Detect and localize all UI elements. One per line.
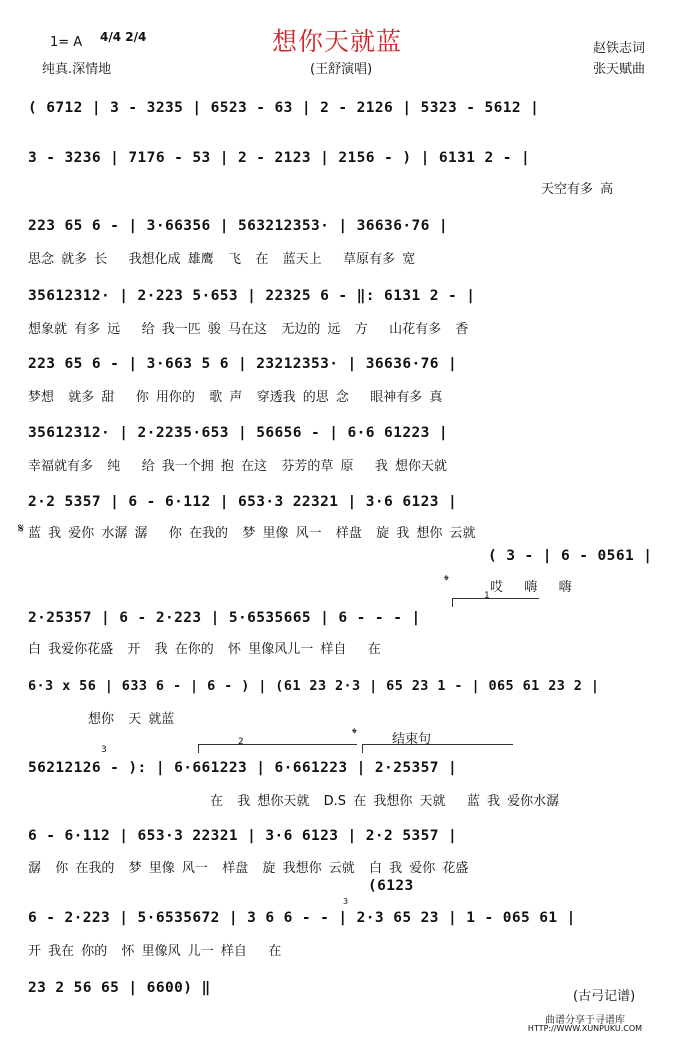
notation-system: 2·2 5357 | 6 - 6·112 | 653·3 22321 | 3·6 6123 | — [28, 494, 458, 510]
lyricist: 赵铁志词 — [593, 41, 646, 56]
notation-system: 6·3 x 56 | 633 6 - | 6 - ) | (61 23 2·3 | 65 23 1 - | 065 61 23 2 | — [28, 678, 600, 694]
segno-icon: 𝄋 — [18, 521, 25, 537]
watermark-url: HTTP://WWW.XUNPUKU.COM — [527, 1024, 643, 1033]
volta-bracket — [452, 598, 539, 607]
notation-system: 23 2 56 65 | 6600) ‖ — [28, 980, 211, 996]
notation-system: 223 65 6 - | 3·66356 | 563212353· | 36636·76 | — [28, 218, 448, 234]
triplet-mark: 3 — [343, 897, 349, 906]
lyric-line: 白 我爱你花盛 开 我 在你的 怀 里像风儿一 样自 在 — [28, 642, 381, 657]
lyric-line: 梦想 就多 甜 你 用你的 歌 声 穿透我 的思 念 眼神有多 真 — [28, 390, 443, 405]
lyric-line: 想象就 有多 远 给 我一匹 骏 马在这 无边的 远 方 山花有多 香 — [28, 322, 469, 337]
coda-icon: 𝄌 — [444, 573, 449, 589]
performer: (王舒演唱) — [310, 62, 373, 77]
song-title: 想你天就蓝 — [272, 27, 403, 56]
notation-alt-phrase: (6123 — [368, 878, 414, 894]
time-signature: 4/4 2/4 — [100, 30, 147, 44]
lyric-line: 开 我在 你的 怀 里像风 儿一 样自 在 — [28, 944, 282, 959]
notation-system: 2·25357 | 6 - 2·223 | 5·6535665 | 6 - - - | — [28, 610, 421, 626]
coda-icon: 𝄌 — [352, 726, 357, 742]
lyric-line: 幸福就有多 纯 给 我一个拥 抱 在这 芬芳的草 原 我 想你天就 — [28, 459, 447, 474]
coda-bracket — [362, 744, 513, 753]
volta-number: 2 — [238, 737, 244, 747]
triplet-mark: 3 — [101, 745, 107, 755]
notation-system: 35612312· | 2·2235·653 | 56656 - | 6·6 61223 | — [28, 425, 448, 441]
lyric-line: 潺 你 在我的 梦 里像 风一 样盘 旋 我想你 云就 白 我 爱你 花盛 — [28, 861, 469, 876]
lyric-line: 蓝 我 爱你 水潺 潺 你 在我的 梦 里像 风一 样盘 旋 我 想你 云就 — [28, 526, 476, 541]
composer: 张天赋曲 — [593, 62, 646, 77]
lyric-line: 天空有多 高 — [541, 182, 614, 197]
ending-section-label: 结束句 — [392, 732, 432, 747]
notation-system: 223 65 6 - | 3·663 5 6 | 23212353· | 36636·76 | — [28, 356, 458, 372]
notation-system: 35612312· | 2·223 5·653 | 22325 6 - ‖: 6131 2 - | — [28, 288, 476, 304]
lyric-line: 想你 天 就蓝 — [88, 712, 175, 727]
notation-system: 6 - 2·223 | 5·6535672 | 3 6 6 - - | 2·3 65 23 | 1 - 065 61 | — [28, 910, 576, 926]
lyric-line: 在 我 想你天就 D.S 在 我想你 天就 蓝 我 爱你水潺 — [210, 794, 560, 809]
watermark-line: 曲谱分享于寻谱库 — [545, 1015, 625, 1026]
notation-system: ( 6712 | 3 - 3235 | 6523 - 63 | 2 - 2126 | 5323 - 5612 | — [28, 100, 540, 116]
lyric-line: 思念 就多 长 我想化成 雄鹰 飞 在 蓝天上 草原有多 宽 — [28, 252, 416, 267]
lyric-line: 哎 嗨 嗨 — [490, 580, 572, 595]
tempo-style: 纯真.深情地 — [42, 62, 112, 77]
notation-system: 56212126 - ): | 6·661223 | 6·661223 | 2·25357 | — [28, 760, 458, 776]
notation-system: 6 - 6·112 | 653·3 22321 | 3·6 6123 | 2·2 5357 | — [28, 828, 458, 844]
notation-alt-phrase: ( 3 - | 6 - 0561 | — [488, 548, 653, 564]
volta-number: 1 — [484, 591, 490, 601]
transcriber-credit: (古弓记谱) — [573, 989, 636, 1004]
volta-bracket — [198, 744, 357, 753]
key-signature: 1= A — [50, 35, 83, 50]
notation-system: 3 - 3236 | 7176 - 53 | 2 - 2123 | 2156 - ) | 6131 2 - | — [28, 150, 531, 166]
